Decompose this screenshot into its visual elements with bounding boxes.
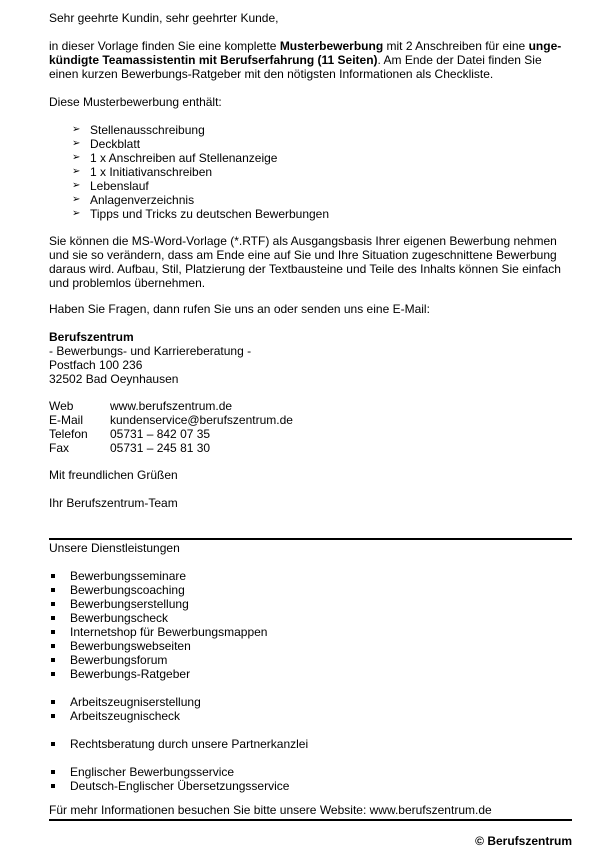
intro-bold-1: Musterbewerbung	[279, 39, 384, 53]
arrow-bullet-icon: ➢	[72, 152, 81, 163]
company-postbox: Postfach 100 236	[49, 358, 143, 372]
intro-bold-2a: unge-	[528, 39, 562, 53]
template-line-1: Sie können die MS-Word-Vorlage (*.RTF) als Ausgangsbasis Ihrer eigenen Bewerbung nehmen	[49, 234, 557, 248]
contents-item	[49, 137, 572, 151]
services-group	[49, 737, 572, 751]
service-item	[49, 611, 572, 625]
services-group	[49, 765, 572, 793]
questions-line: Haben Sie Fragen, dann rufen Sie uns an oder senden uns eine E-Mail:	[49, 302, 430, 316]
copyright: © Berufszentrum	[475, 834, 572, 848]
service-item	[49, 625, 572, 639]
contact-label: E-Mail	[49, 413, 84, 427]
service-item	[49, 583, 572, 597]
intro-bold-2b: kündigte Teamassistentin mit Berufserfahrung (11 Seiten)	[49, 53, 378, 67]
service-item-label: Bewerbungs-Ratgeber	[70, 667, 191, 681]
closing: Mit freundlichen Grüßen	[49, 468, 178, 482]
arrow-bullet-icon: ➢	[72, 138, 81, 149]
contents-item-label: Tipps und Tricks zu deutschen Bewerbungen	[90, 207, 330, 221]
company-city: 32502 Bad Oeynhausen	[49, 372, 179, 386]
website-note: Für mehr Informationen besuchen Sie bitte unsere Website: www.berufszentrum.de	[49, 803, 492, 817]
services-group	[49, 695, 572, 723]
contact-row-email	[49, 413, 293, 427]
contact-row-web	[49, 399, 293, 413]
group-spacer	[49, 681, 572, 695]
service-item	[49, 653, 572, 667]
contents-item	[49, 151, 572, 165]
contents-item	[49, 165, 572, 179]
service-item	[49, 695, 572, 709]
service-item-label: Bewerbungserstellung	[70, 597, 189, 611]
contact-label: Fax	[49, 441, 70, 455]
service-item	[49, 597, 572, 611]
square-bullet-icon	[51, 742, 55, 746]
contents-item	[49, 207, 572, 221]
square-bullet-icon	[51, 630, 55, 634]
company-tagline: - Bewerbungs- und Karriereberatung -	[49, 344, 252, 358]
service-item	[49, 765, 572, 779]
arrow-bullet-icon: ➢	[72, 180, 81, 191]
square-bullet-icon	[51, 602, 55, 606]
intro-text-3: . Am Ende der Datei finden Sie	[377, 53, 542, 67]
company-name: Berufszentrum	[49, 330, 134, 344]
contents-item-label: Anlagenverzeichnis	[90, 193, 195, 207]
square-bullet-icon	[51, 714, 55, 718]
group-spacer	[49, 751, 572, 765]
contents-item	[49, 193, 572, 207]
intro-text-2: mit 2 Anschreiben für eine	[383, 39, 529, 53]
contents-item-label: 1 x Initiativanschreiben	[90, 165, 213, 179]
service-item-label: Bewerbungsforum	[70, 653, 168, 667]
service-item-label: Bewerbungscheck	[70, 611, 169, 625]
template-line-4: und problemlos übernehmen.	[49, 276, 206, 290]
service-item	[49, 709, 572, 723]
contents-item	[49, 123, 572, 137]
service-item-label: Arbeitszeugniserstellung	[70, 695, 201, 709]
contents-list	[49, 123, 572, 221]
contents-heading: Diese Musterbewerbung enthält:	[49, 95, 222, 109]
arrow-bullet-icon: ➢	[72, 124, 81, 135]
square-bullet-icon	[51, 616, 55, 620]
service-item	[49, 569, 572, 583]
square-bullet-icon	[51, 658, 55, 662]
square-bullet-icon	[51, 588, 55, 592]
service-item	[49, 667, 572, 681]
intro-paragraph	[49, 39, 572, 81]
service-item	[49, 639, 572, 653]
service-item-label: Rechtsberatung durch unsere Partnerkanzlei	[70, 737, 309, 751]
services-heading: Unsere Dienstleistungen	[49, 541, 180, 555]
contents-item-label: Deckblatt	[90, 137, 141, 151]
arrow-bullet-icon: ➢	[72, 194, 81, 205]
services-list	[49, 569, 572, 793]
square-bullet-icon	[51, 672, 55, 676]
salutation: Sehr geehrte Kundin, sehr geehrter Kunde,	[49, 11, 279, 25]
service-item-label: Arbeitszeugnischeck	[70, 709, 181, 723]
website-link[interactable]: www.berufszentrum.de	[110, 399, 233, 413]
service-item-label: Internetshop für Bewerbungsmappen	[70, 625, 268, 639]
square-bullet-icon	[51, 644, 55, 648]
contents-item-label: 1 x Anschreiben auf Stellenanzeige	[90, 151, 278, 165]
contents-item-label: Stellenausschreibung	[90, 123, 205, 137]
square-bullet-icon	[51, 700, 55, 704]
service-item-label: Englischer Bewerbungsservice	[70, 765, 235, 779]
divider-top	[49, 538, 572, 540]
contact-label: Telefon	[49, 427, 88, 441]
square-bullet-icon	[51, 784, 55, 788]
template-paragraph	[49, 234, 572, 290]
company-address	[49, 330, 572, 386]
contact-label: Web	[49, 399, 74, 413]
signature: Ihr Berufszentrum-Team	[49, 496, 178, 510]
service-item	[49, 779, 572, 793]
phone-number: 05731 – 842 07 35	[110, 427, 211, 441]
arrow-bullet-icon: ➢	[72, 208, 81, 219]
divider-bottom	[49, 819, 572, 821]
template-line-2: und sie so verändern, dass am Ende eine auf Sie und Ihre Situation zugeschnittene Bewerbung	[49, 248, 557, 262]
contact-row-phone	[49, 427, 293, 441]
contents-item	[49, 179, 572, 193]
contact-block	[49, 399, 572, 455]
service-item-label: Bewerbungswebseiten	[70, 639, 191, 653]
square-bullet-icon	[51, 770, 55, 774]
service-item-label: Bewerbungsseminare	[70, 569, 187, 583]
service-item	[49, 737, 572, 751]
fax-number: 05731 – 245 81 30	[110, 441, 211, 455]
service-item-label: Deutsch-Englischer Übersetzungsservice	[70, 779, 290, 793]
intro-text-1: in dieser Vorlage finden Sie eine komplette	[49, 39, 280, 53]
contact-row-fax	[49, 441, 293, 455]
intro-text-4: einen kurzen Bewerbungs-Ratgeber mit den nötigsten Informationen als Checkliste.	[49, 67, 494, 81]
contents-item-label: Lebenslauf	[90, 179, 149, 193]
group-spacer	[49, 723, 572, 737]
square-bullet-icon	[51, 574, 55, 578]
service-item-label: Bewerbungscoaching	[70, 583, 185, 597]
services-group	[49, 569, 572, 681]
template-line-3: daraus wird. Aufbau, Stil, Platzierung der Textbausteine und Teile des Inhalts können Sie einfach	[49, 262, 561, 276]
email-link[interactable]: kundenservice@berufszentrum.de	[110, 413, 293, 427]
arrow-bullet-icon: ➢	[72, 166, 81, 177]
